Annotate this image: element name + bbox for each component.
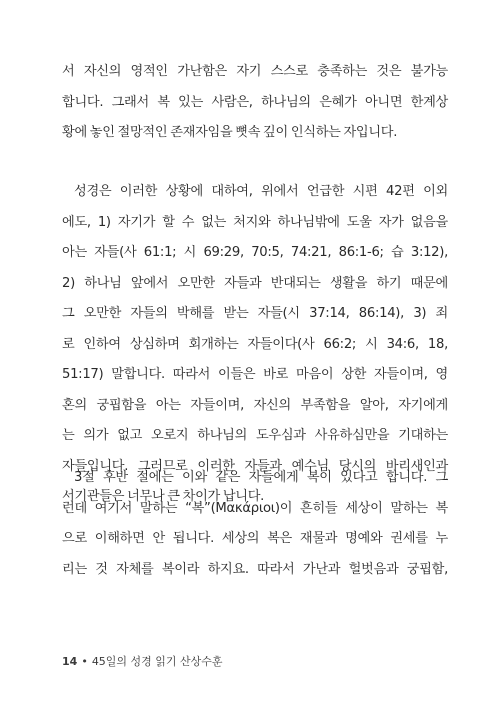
paragraph-line: 아는 자들(사 61:1; 시 69:29, 70:5, 74:21, 86:1-6; 습 3:12),: [62, 245, 448, 260]
paragraph-line: 2) 하나님 앞에서 오만한 자들과 반대되는 생활을 하기 때문에: [62, 275, 448, 291]
paragraph-line: 으로 이해하면 안 됩니다. 세상의 복은 재물과 명예와 권세를 누: [62, 531, 448, 546]
paragraph-line: 자들입니다. 그러므로 이러한 자들과 예수님 당시의 바리새인과: [62, 458, 448, 474]
paragraph-line: 리는 것 자체를 복이라 하지요. 따라서 가난과 헐벗음과 궁핍함,: [62, 561, 448, 577]
footer-separator: •: [81, 655, 88, 668]
paragraph-line: 황에 놓인 절망적인 존재자임을 뼛속 깊이 인식하는 자입니다.: [62, 125, 398, 140]
paragraph-line: 런데 여기서 말하는 “복”(Μακάριοι)이 흔히들 세상이 말하는 복: [62, 500, 448, 516]
paragraph-line: 에도, 1) 자기가 할 수 없는 처지와 하나님밖에 도울 자가 없음을: [62, 214, 448, 230]
page-footer: [62, 655, 223, 669]
paragraph-line: 3절 후반 절에는 이와 같은 자들에게 복이 있다고 합니다. 그: [74, 470, 448, 485]
paragraph-line: 성경은 이러한 상황에 대하여, 위에서 언급한 시편 42편 이외: [74, 184, 448, 199]
paragraph-line: 서기관들은 너무나 큰 차이가 납니다.: [62, 489, 265, 504]
paragraph-1: [62, 57, 448, 149]
paragraph-line: 혼의 궁핍함을 아는 자들이며, 자신의 부족함을 알아, 자기에게: [62, 397, 448, 413]
paragraph-3: [62, 463, 448, 585]
paragraph-line: 로 인하여 상심하며 회개하는 자들이다(사 66:2; 시 34:6, 18,: [62, 336, 448, 352]
paragraph-line: 는 의가 없고 오로지 하나님의 도우심과 사유하심만을 기대하는: [62, 428, 448, 443]
paragraph-line: 합니다. 그래서 복 있는 사람은, 하나님의 은혜가 아니면 한계상: [62, 94, 448, 110]
paragraph-line: 그 오만한 자들의 박해를 받는 자들(시 37:14, 86:14), 3) 죄: [62, 306, 448, 321]
paragraph-line: 서 자신의 영적인 가난함은 자기 스스로 충족하는 것은 불가능: [62, 64, 448, 79]
page-number: 14: [62, 655, 78, 668]
book-title: 45일의 성경 읽기 산상수훈: [91, 655, 223, 668]
paragraph-line: 51:17) 말합니다. 따라서 이들은 바로 마음이 상한 자들이며, 영: [62, 367, 448, 382]
